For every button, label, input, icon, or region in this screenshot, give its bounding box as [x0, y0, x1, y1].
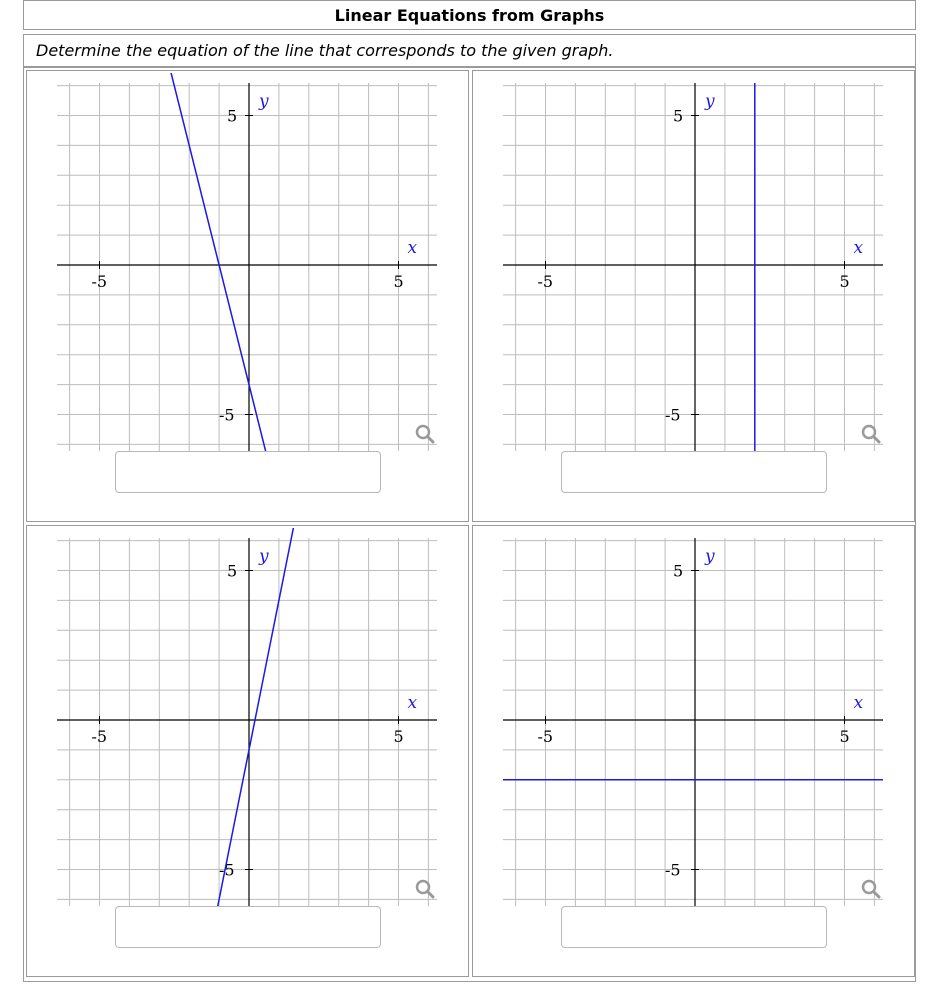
- answer-input[interactable]: [561, 906, 827, 948]
- y-axis-label: y: [259, 91, 269, 112]
- x-tick-label-neg: -5: [537, 727, 554, 746]
- coordinate-plane: [27, 71, 467, 471]
- y-axis-label: y: [259, 546, 269, 567]
- answer-input[interactable]: [115, 451, 381, 493]
- x-tick-label-pos: 5: [393, 272, 404, 291]
- graph-panel-3: [26, 525, 469, 977]
- x-tick-label-neg: -5: [537, 272, 554, 291]
- y-axis-label: y: [705, 546, 715, 567]
- answer-input[interactable]: [561, 451, 827, 493]
- instructions-bar: [23, 34, 916, 67]
- graph-panel-2: [472, 70, 915, 522]
- x-tick-label-pos: 5: [839, 272, 850, 291]
- x-axis-label: x: [853, 693, 864, 713]
- y-tick-label-neg: -5: [219, 860, 235, 880]
- zoom-icon[interactable]: [413, 877, 437, 901]
- y-axis-label: y: [705, 91, 715, 112]
- title-bar: [23, 0, 916, 30]
- zoom-icon[interactable]: [413, 422, 437, 446]
- coordinate-plane: [473, 71, 913, 471]
- x-tick-label-neg: -5: [91, 727, 108, 746]
- zoom-icon[interactable]: [859, 877, 883, 901]
- coordinate-plane: [27, 526, 467, 926]
- x-axis-label: x: [853, 238, 864, 258]
- x-tick-label-neg: -5: [91, 272, 108, 291]
- x-tick-label-pos: 5: [839, 727, 850, 746]
- y-tick-label-pos: 5: [673, 106, 684, 126]
- page-title: Linear Equations from Graphs: [334, 6, 605, 25]
- x-axis-label: x: [407, 238, 418, 258]
- y-tick-label-pos: 5: [673, 561, 684, 581]
- instructions-text: Determine the equation of the line that corresponds to the given graph.: [36, 41, 614, 60]
- graph-panel-4: [472, 525, 915, 977]
- graphs-container: [23, 67, 916, 982]
- answer-input[interactable]: [115, 906, 381, 948]
- y-tick-label-neg: -5: [665, 860, 681, 880]
- coordinate-plane: [473, 526, 913, 926]
- graph-panel-1: [26, 70, 469, 522]
- y-tick-label-pos: 5: [227, 561, 238, 581]
- y-tick-label-neg: -5: [665, 405, 681, 425]
- x-tick-label-pos: 5: [393, 727, 404, 746]
- y-tick-label-pos: 5: [227, 106, 238, 126]
- y-tick-label-neg: -5: [219, 405, 235, 425]
- zoom-icon[interactable]: [859, 422, 883, 446]
- x-axis-label: x: [407, 693, 418, 713]
